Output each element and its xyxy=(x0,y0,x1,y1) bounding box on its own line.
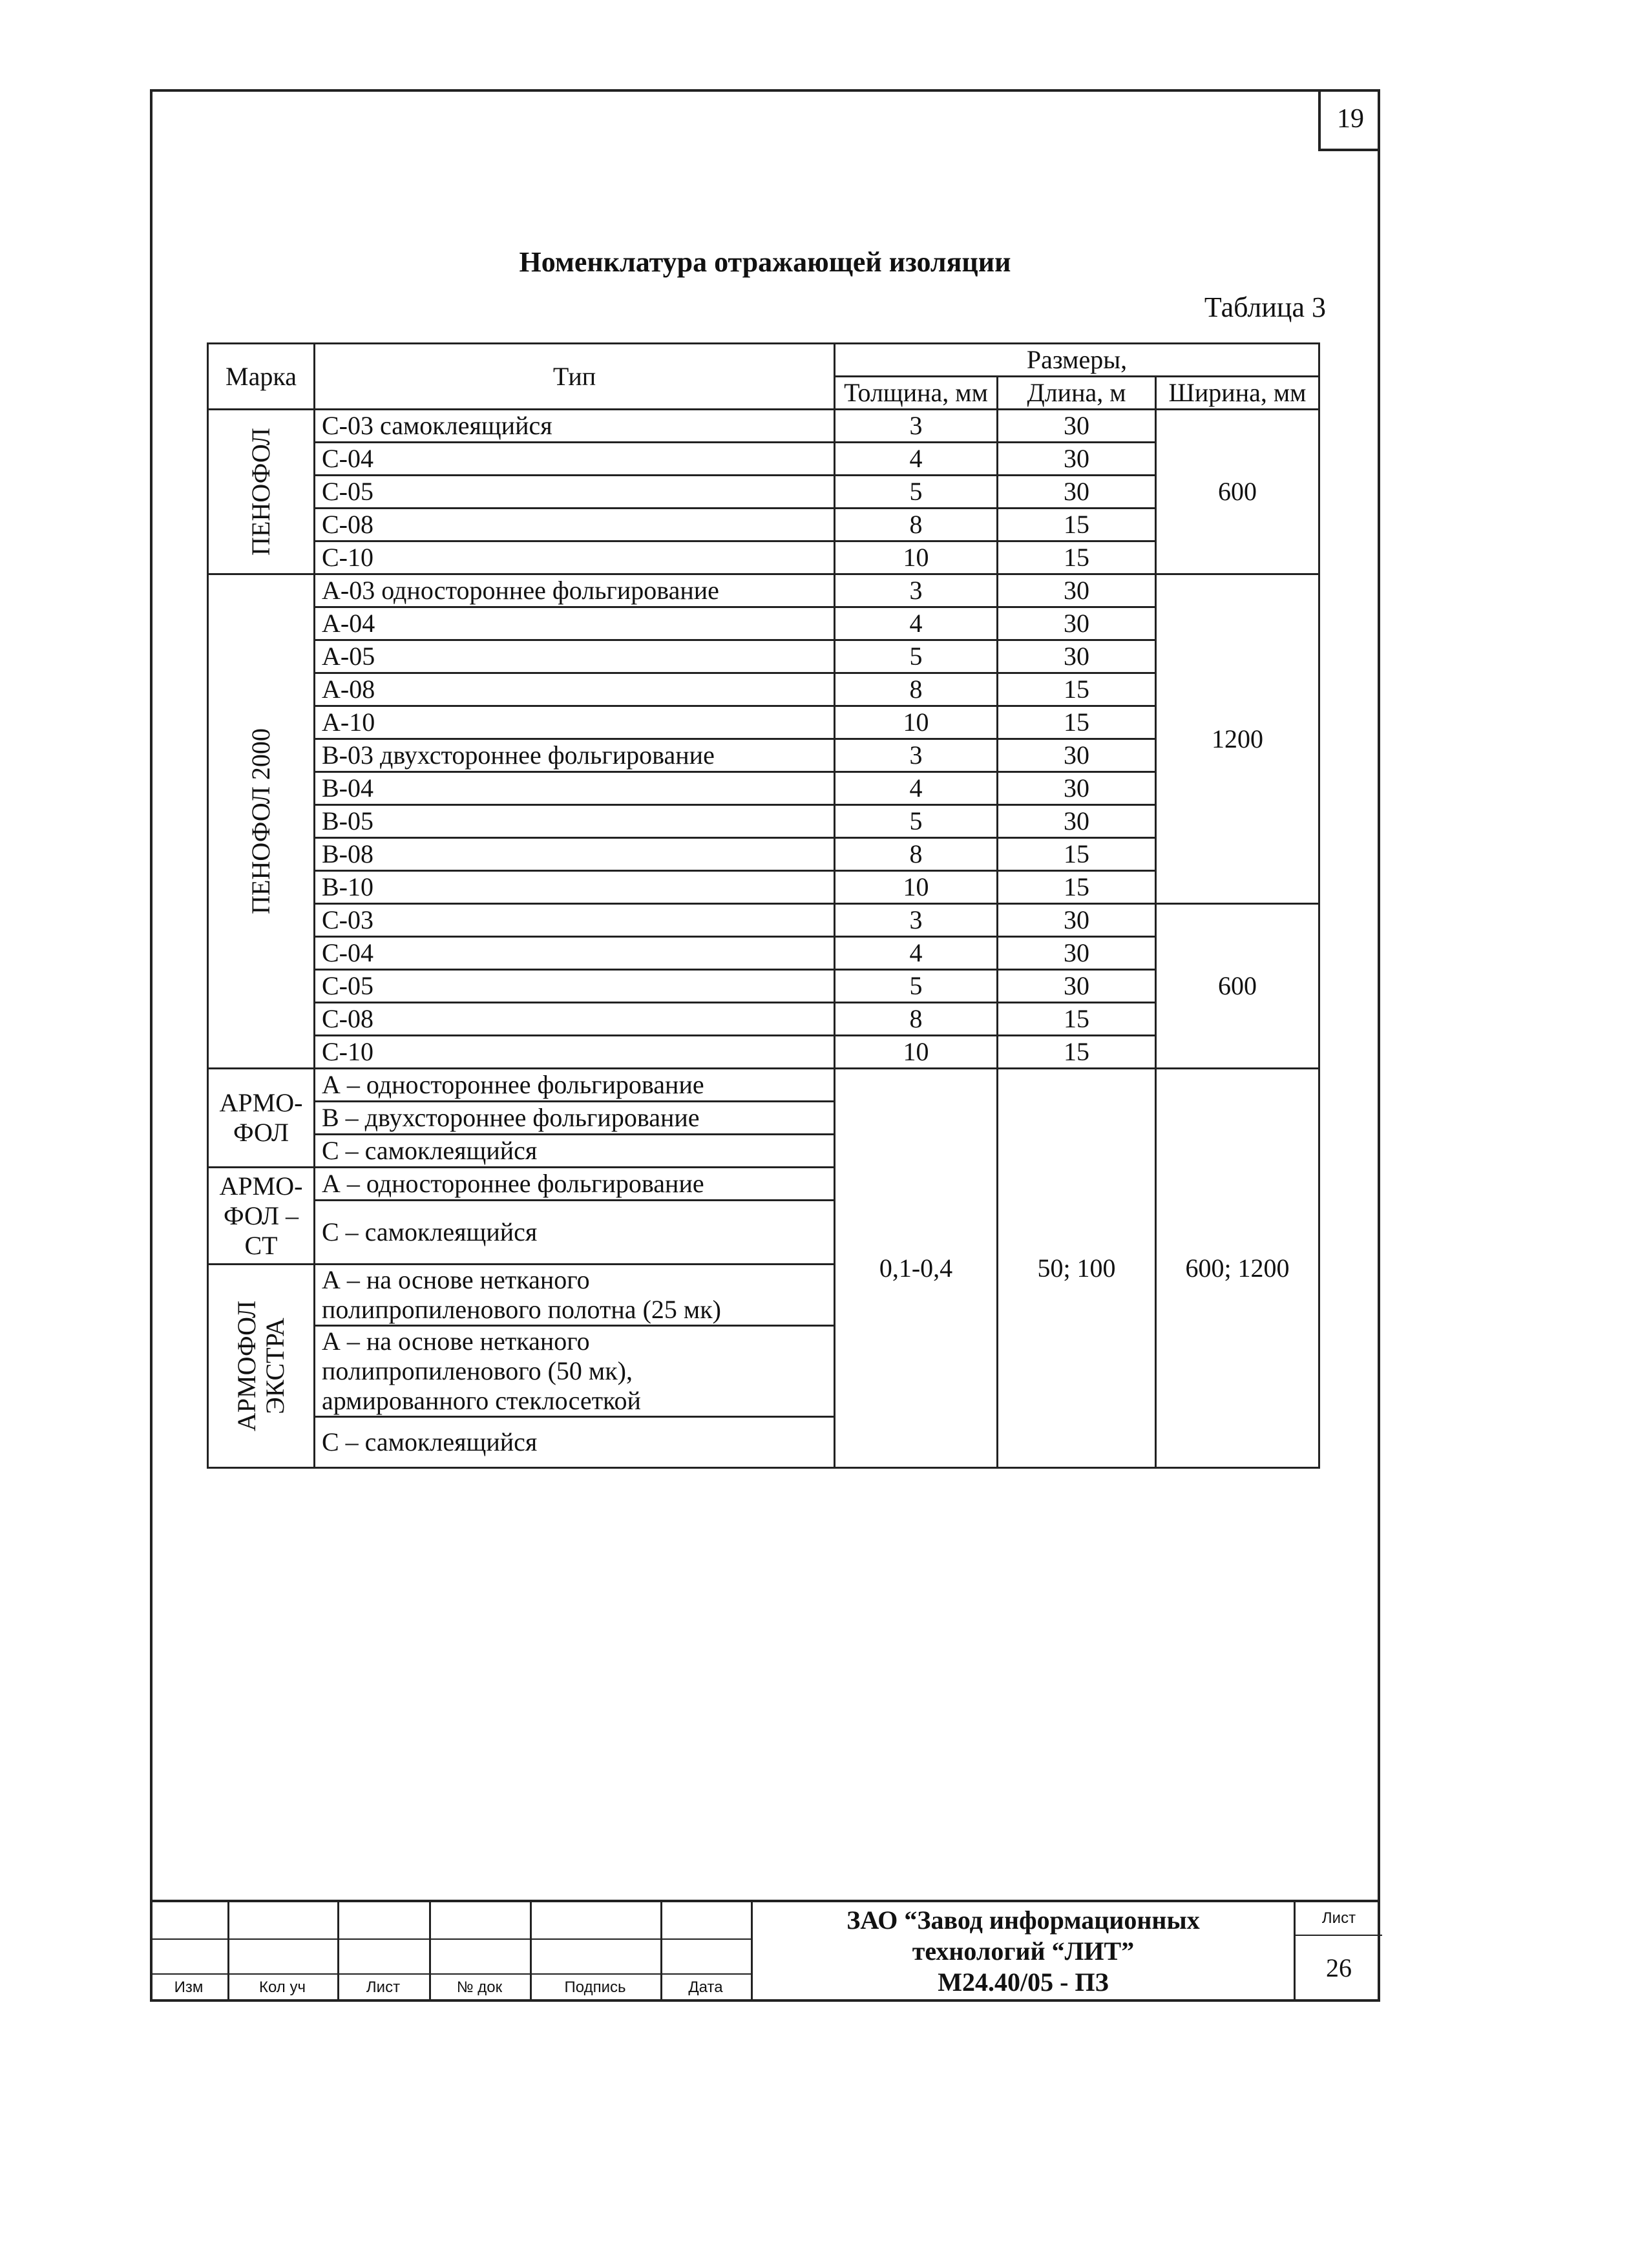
type-cell: А-04 xyxy=(315,607,835,640)
type-cell: А-03 одностороннее фольгирование xyxy=(315,574,835,607)
length-cell: 30 xyxy=(998,476,1156,509)
width-cell: 1200 xyxy=(1156,574,1319,904)
type-cell: С-05 xyxy=(315,970,835,1003)
type-line: полипропиленового полотна (25 мк) xyxy=(322,1295,721,1324)
brand-label-penofol-2000: ПЕНОФОЛ 2000 xyxy=(246,728,275,914)
table-row xyxy=(208,805,1319,838)
type-cell: А – одностороннее фольгирование xyxy=(315,1069,835,1102)
table-row xyxy=(208,410,1319,443)
length-cell: 30 xyxy=(998,410,1156,443)
table-row xyxy=(208,970,1319,1003)
stamp-label-kol-uch: Кол уч xyxy=(259,1979,306,1996)
thickness-cell: 8 xyxy=(835,1003,998,1036)
type-cell: В-08 xyxy=(315,838,835,871)
width-cell: 600 xyxy=(1156,410,1319,574)
org-name-line1: ЗАО “Завод информационных xyxy=(846,1906,1200,1935)
length-cell: 30 xyxy=(998,443,1156,476)
table-row xyxy=(208,476,1319,509)
width-cell: 600 xyxy=(1156,904,1319,1069)
table-row xyxy=(208,772,1319,805)
type-cell: С – самоклеящийся xyxy=(315,1201,835,1265)
type-cell: С-08 xyxy=(315,509,835,541)
revision-grid xyxy=(150,1902,751,2002)
type-cell: С – самоклеящийся xyxy=(315,1135,835,1168)
thickness-cell: 10 xyxy=(835,706,998,739)
org-name-line2: технологий “ЛИТ” xyxy=(912,1937,1135,1966)
length-cell: 30 xyxy=(998,937,1156,970)
brand-cell-penofol-2000 xyxy=(208,574,315,1069)
length-cell: 15 xyxy=(998,871,1156,904)
thickness-cell: 10 xyxy=(835,541,998,574)
length-cell: 15 xyxy=(998,509,1156,541)
type-cell: В-10 xyxy=(315,871,835,904)
length-cell: 30 xyxy=(998,904,1156,937)
table-row xyxy=(208,509,1319,541)
table-row xyxy=(208,1069,1319,1102)
thickness-cell: 5 xyxy=(835,476,998,509)
table-row xyxy=(208,838,1319,871)
length-cell: 15 xyxy=(998,673,1156,706)
brand-line: ЭКСТРА xyxy=(260,1318,289,1414)
brand-label-penofol: ПЕНОФОЛ xyxy=(246,428,275,556)
document-title: Номенклатура отражающей изоляции xyxy=(519,246,1011,278)
table-row xyxy=(208,673,1319,706)
thickness-cell: 3 xyxy=(835,574,998,607)
thickness-cell: 4 xyxy=(835,607,998,640)
table-row xyxy=(208,574,1319,607)
type-cell: С – самоклеящийся xyxy=(315,1417,835,1468)
length-cell: 15 xyxy=(998,706,1156,739)
type-line: полипропиленового (50 мк), xyxy=(322,1356,633,1385)
title-block xyxy=(150,1900,1380,2002)
thickness-cell: 5 xyxy=(835,640,998,673)
type-cell: В – двухстороннее фольгирование xyxy=(315,1102,835,1135)
brand-line: ФОЛ xyxy=(233,1118,289,1147)
stamp-label-doc-no: № док xyxy=(456,1979,503,1996)
type-line: А – на основе нетканого xyxy=(322,1265,590,1294)
brand-cell-armofol-st xyxy=(208,1168,315,1265)
type-cell: С-03 самоклеящийся xyxy=(315,410,835,443)
type-cell: С-05 xyxy=(315,476,835,509)
table-row xyxy=(208,640,1319,673)
thickness-cell: 4 xyxy=(835,443,998,476)
sheet-label: Лист xyxy=(1296,1902,1382,1936)
thickness-cell: 8 xyxy=(835,838,998,871)
brand-cell-armofol-extra xyxy=(208,1265,315,1468)
type-line: армированного стеклосеткой xyxy=(322,1386,641,1415)
document-code: М24.40/05 - ПЗ xyxy=(938,1968,1109,1997)
header-dimensions: Размеры, xyxy=(835,344,1319,377)
table-row xyxy=(208,1036,1319,1069)
length-cell: 30 xyxy=(998,640,1156,673)
stamp-label-date: Дата xyxy=(688,1979,723,1996)
table-row xyxy=(208,871,1319,904)
table-row xyxy=(208,443,1319,476)
stamp-label-signature: Подпись xyxy=(564,1979,626,1996)
header-brand: Марка xyxy=(208,344,315,410)
header-width: Ширина, мм xyxy=(1156,377,1319,410)
thickness-cell: 8 xyxy=(835,673,998,706)
brand-line: АРМОФОЛ xyxy=(232,1300,261,1432)
table-row xyxy=(208,739,1319,772)
sheet-box xyxy=(1294,1902,1382,2002)
length-cell: 30 xyxy=(998,607,1156,640)
length-cell: 30 xyxy=(998,805,1156,838)
table-row xyxy=(208,541,1319,574)
length-cell: 50; 100 xyxy=(998,1069,1156,1468)
table-caption: Таблица 3 xyxy=(1204,291,1326,323)
table-row xyxy=(208,706,1319,739)
brand-label-armofol-extra xyxy=(233,1301,289,1431)
brand-line: СТ xyxy=(244,1230,278,1260)
type-cell: А – одностороннее фольгирование xyxy=(315,1168,835,1201)
type-cell xyxy=(315,1265,835,1326)
type-cell: А-10 xyxy=(315,706,835,739)
type-cell: С-10 xyxy=(315,541,835,574)
width-cell: 600; 1200 xyxy=(1156,1069,1319,1468)
thickness-cell: 8 xyxy=(835,509,998,541)
header-type: Тип xyxy=(315,344,835,410)
thickness-cell: 3 xyxy=(835,410,998,443)
type-line: А – на основе нетканого xyxy=(322,1327,590,1356)
table-row xyxy=(208,937,1319,970)
stamp-label-izm: Изм xyxy=(174,1979,204,1996)
thickness-cell: 3 xyxy=(835,739,998,772)
thickness-cell: 10 xyxy=(835,1036,998,1069)
length-cell: 15 xyxy=(998,1003,1156,1036)
brand-line: АРМО- xyxy=(219,1088,303,1117)
length-cell: 30 xyxy=(998,772,1156,805)
type-cell: С-04 xyxy=(315,443,835,476)
type-cell: С-03 xyxy=(315,904,835,937)
type-cell: В-04 xyxy=(315,772,835,805)
type-cell: А-08 xyxy=(315,673,835,706)
thickness-cell: 3 xyxy=(835,904,998,937)
thickness-cell: 5 xyxy=(835,970,998,1003)
sheet-number: 26 xyxy=(1326,1953,1352,1982)
type-cell: С-10 xyxy=(315,1036,835,1069)
table-row xyxy=(208,904,1319,937)
thickness-cell: 10 xyxy=(835,871,998,904)
type-cell: С-04 xyxy=(315,937,835,970)
length-cell: 15 xyxy=(998,541,1156,574)
type-cell xyxy=(315,1326,835,1417)
nomenclature-table xyxy=(207,342,1320,1469)
length-cell: 15 xyxy=(998,1036,1156,1069)
brand-line: АРМО- xyxy=(219,1171,303,1201)
table-row xyxy=(208,607,1319,640)
header-thickness: Толщина, мм xyxy=(835,377,998,410)
thickness-cell: 4 xyxy=(835,772,998,805)
thickness-cell: 5 xyxy=(835,805,998,838)
type-cell: С-08 xyxy=(315,1003,835,1036)
table-row xyxy=(208,1003,1319,1036)
thickness-cell: 0,1-0,4 xyxy=(835,1069,998,1468)
length-cell: 15 xyxy=(998,838,1156,871)
type-cell: А-05 xyxy=(315,640,835,673)
length-cell: 30 xyxy=(998,739,1156,772)
brand-cell-armofol xyxy=(208,1069,315,1168)
length-cell: 30 xyxy=(998,574,1156,607)
top-page-number: 19 xyxy=(1318,89,1380,151)
length-cell: 30 xyxy=(998,970,1156,1003)
organization-block xyxy=(751,1902,1294,2002)
type-cell: В-05 xyxy=(315,805,835,838)
stamp-label-list: Лист xyxy=(366,1979,401,1996)
brand-cell-penofol xyxy=(208,410,315,574)
thickness-cell: 4 xyxy=(835,937,998,970)
brand-line: ФОЛ – xyxy=(223,1201,299,1230)
type-cell: В-03 двухстороннее фольгирование xyxy=(315,739,835,772)
header-length: Длина, м xyxy=(998,377,1156,410)
